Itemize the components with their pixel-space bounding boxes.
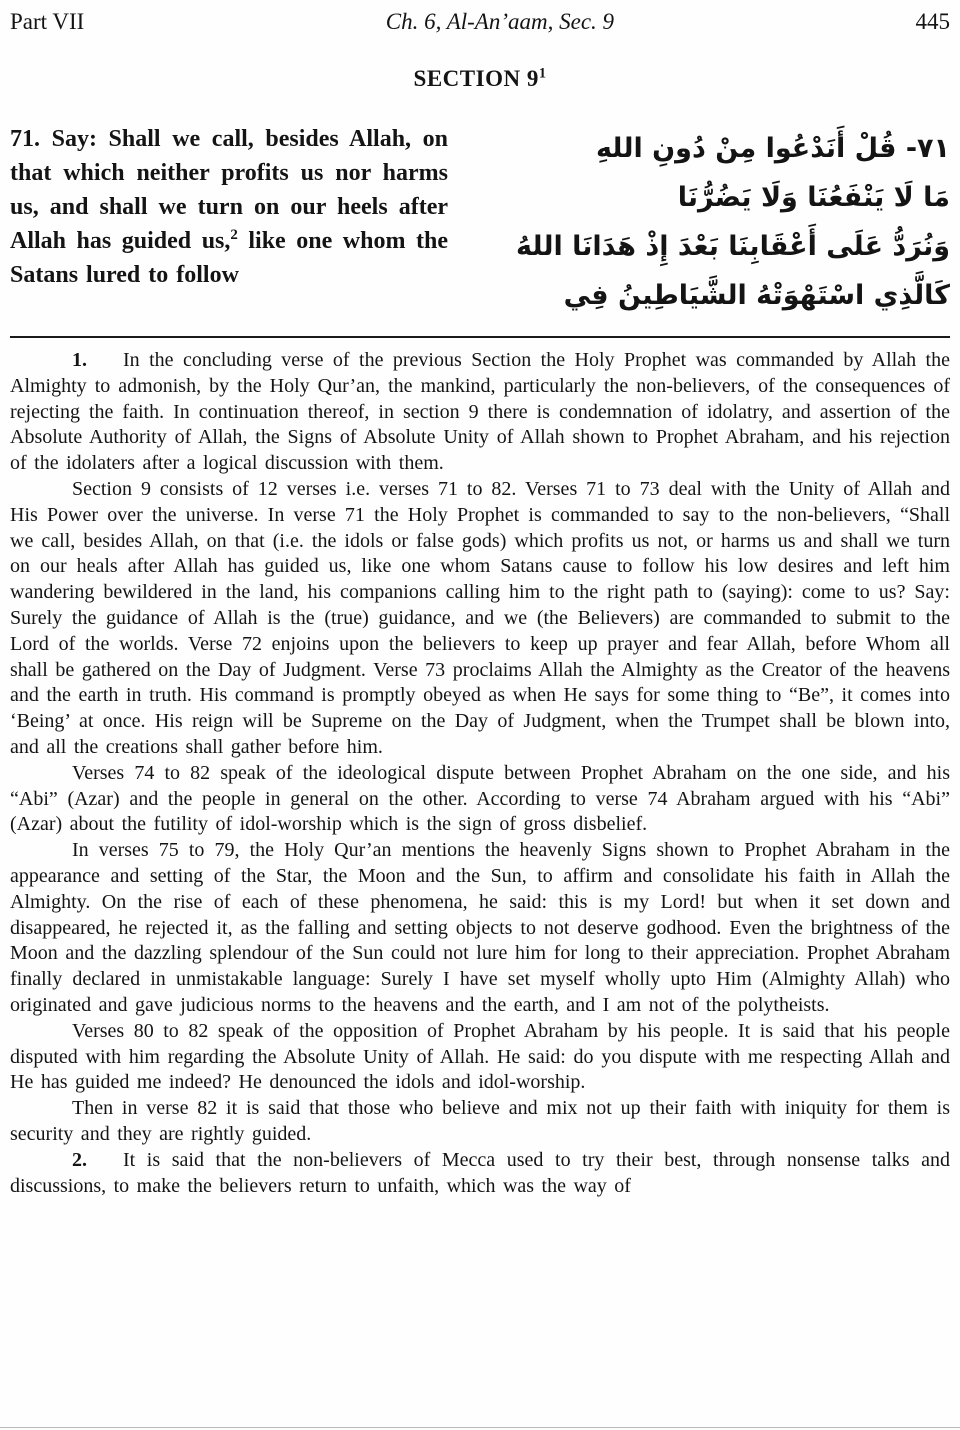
commentary-paragraph [10, 1096, 950, 1148]
page-bottom-rule [0, 1427, 960, 1428]
section-heading [10, 66, 950, 92]
commentary-section [10, 348, 950, 1199]
arabic-line: كَالَّذِي اسْتَهْوَتْهُ الشَّيَاطِينُ فِي [563, 280, 950, 311]
paragraph-text: In the concluding verse of the previous Section the Holy Prophet was commanded by Allah the Almighty to admonish, by the Holy Qur’an, the mankind, particularly the non-believers, of the consequences of rejecting the faith. In continuation thereof, in section 9 there is condemnation of idolatry, and assertion of the Absolute Authority of Allah, the Signs of Absolute Unity of Allah shown to Prophet Abraham, and his rejection of the idolaters after a logical discussion with them. [10, 349, 950, 475]
verse-text-post: like one whom the Satans lured to follow [10, 228, 448, 288]
paragraph-text: In verses 75 to 79, the Holy Qur’an mentions the heavenly Signs shown to Prophet Abraham in the appearance and setting of the Star, the Moon and the Sun, to affirm and consolidate his faith in Allah the Almighty. On the rise of each of these phenomena, he said: this is my Lord! but when it set down and disappeared, he rejected it, as the falling and setting objects to not deserve godhood. Even the brightness of the Moon and the dazzling splendour of the Sun could not lure him for long to their appreciation. Prophet Abraham finally declared in unmistakable language: Surely I have set myself wholly upto Him (Almighty Allah) who originated and gave judicious norms to the heavens and the earth, and I am not of the polytheists. [10, 839, 950, 1016]
footnote-number: 1. [72, 349, 87, 371]
verse-footnote-ref: 2 [230, 227, 238, 243]
verse-block [10, 122, 950, 320]
commentary-paragraph [10, 1019, 950, 1096]
arabic-line: وَنُرَدُّ عَلَى أَعْقَابِنَا بَعْدَ إِذْ هَدَانَا اللهُ [515, 231, 950, 262]
commentary-paragraph [10, 1148, 950, 1200]
verse-text-pre: 71. Say: Shall we call, besides Allah, on that which neither profits us nor harms us, and shall we turn on our heels after Allah has guided us, [10, 126, 448, 254]
section-title: SECTION 9 [413, 66, 539, 91]
page-number: 445 [915, 9, 950, 34]
commentary-paragraph [10, 477, 950, 761]
section-footnote-ref: 1 [538, 65, 547, 82]
arabic-line: ٧١- قُلْ أَنَدْعُوا مِنْ دُونِ اللهِ [595, 133, 950, 164]
commentary-paragraph [10, 838, 950, 1019]
paragraph-text: Section 9 consists of 12 verses i.e. verses 71 to 82. Verses 71 to 73 deal with the Unity of Allah and His Power over the universe. In verse 71 the Holy Prophet is commanded to say to the non-believers, “Shall we call, besides Allah, on that (i.e. the idols or false gods) which profits us not, or harms us and shall we turn on our heals after Allah has guided us, like one whom Satans cause to follow his low desires and left him wandering bewildered in the land, his companions calling him to the right path to (saying): come to us? Say: Surely the guidance of Allah is the (true) guidance, and we (the Believers) are commanded to submit to the Lord of the worlds. Verse 72 enjoins upon the believers to keep up prayer and fear Allah, before Whom all shall be gathered on the Day of Judgment. Verse 73 proclaims Allah the Almighty as the Creator of the heavens and the earth in truth. His command is promptly obeyed as when He says for some thing to “Be”, it comes into ‘Being’ at once. His reign will be Supreme on the Day of Judgment, when the Trumpet shall be blown into, and all the creations shall gather before him. [10, 477, 950, 758]
commentary-paragraph [10, 348, 950, 477]
chapter-title: Ch. 6, Al-An’aam, Sec. 9 [385, 9, 615, 34]
paragraph-text: It is said that the non-believers of Mecca used to try their best, through nonsense talks and discussions, to make the believers return to unfaith, which was the way of [10, 1148, 950, 1197]
paragraph-text: Then in verse 82 it is said that those who believe and mix not up their faith with iniquity for them is security and they are rightly guided. [10, 1097, 950, 1145]
part-label: Part VII [10, 9, 85, 34]
paragraph-text: Verses 80 to 82 speak of the opposition of Prophet Abraham by his people. It is said that his people disputed with him regarding the Absolute Unity of Allah. He said: do you dispute with me respecting Allah and He has guided me indeed? He denounced the idols and idol-worship. [10, 1019, 950, 1094]
arabic-line: مَا لَا يَنْفَعُنَا وَلَا يَضُرُّنَا [677, 182, 950, 213]
footnote-divider [10, 336, 950, 338]
commentary-paragraph [10, 761, 950, 838]
verse-english-translation [10, 122, 448, 320]
footnote-number: 2. [72, 1148, 87, 1171]
verse-arabic-text [470, 122, 950, 320]
running-header [10, 8, 950, 36]
paragraph-text: Verses 74 to 82 speak of the ideological dispute between Prophet Abraham on the one side, and his “Abi” (Azar) and the people in general on the other. According to verse 74 Abraham argued with his “Abi” (Azar) about the futility of idol-worship which is the sign of gross disbelief. [10, 761, 950, 836]
